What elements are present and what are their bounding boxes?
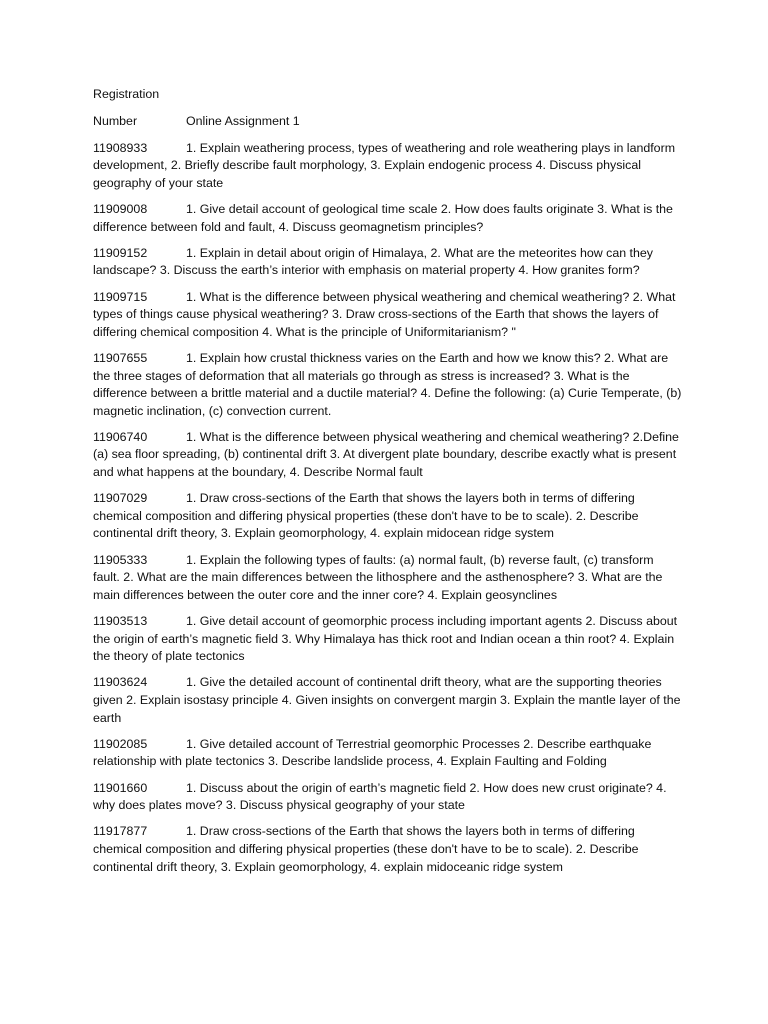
list-item (93, 552, 683, 605)
assignment-text: 1. Draw cross-sections of the Earth that shows the layers both in terms of differing chemical composition and differing physical properties (these don't have to be to scale). 2. Describe continental drift theory, 3. Explain geomorphology, 4. explain midocean ridge system (93, 491, 639, 541)
registration-number: 11909152 (93, 245, 148, 260)
list-item (93, 780, 683, 815)
assignment-text: 1. Explain how crustal thickness varies on the Earth and how we know this? 2. What are the three stages of deformation that all materials go through as stress is increased? 3. What is the difference between a brittle material and a ductile material? 4. Define the following: (a) Curie Temperate, (b) magnetic inclination, (c) convection current. (93, 350, 682, 418)
list-item (93, 490, 683, 543)
assignment-text: 1. Draw cross-sections of the Earth that shows the layers both in terms of differing chemical composition and differing physical properties (these don't have to be to scale). 2. Describe continental drift theory, 3. Explain geomorphology, 4. explain midoceanic ridge system (93, 824, 639, 874)
assignment-text: 1. What is the difference between physical weathering and chemical weathering? 2.Define (a) sea floor spreading, (b) continental drift 3. At divergent plate boundary, describe exactly what is present and what happens at the boundary, 4. Describe Normal fault (93, 429, 679, 480)
assignment-title: Online Assignment 1 (186, 113, 300, 128)
list-item (93, 245, 683, 280)
registration-number: 11905333 (93, 552, 148, 567)
registration-number: 11902085 (93, 736, 148, 751)
header-row (93, 113, 683, 131)
registration-number: 11901660 (93, 780, 148, 795)
registration-number: 11903513 (93, 614, 148, 628)
registration-heading: Registration (93, 87, 160, 101)
list-item (93, 429, 683, 482)
assignment-text: 1. Give detailed account of Terrestrial geomorphic Processes 2. Describe earthquake relationship with plate tectonics 3. Describe landslide process, 4. Explain Faulting and Folding (93, 736, 652, 769)
list-item (93, 613, 683, 666)
assignment-text: 1. Discuss about the origin of earth’s magnetic field 2. How does new crust originate? 4. why does plates move? 3. Discuss physical geography of your state (93, 780, 667, 813)
number-heading: Number (93, 113, 138, 128)
assignment-text: 1. Give detail account of geological time scale 2. How does faults originate 3. What is the difference between fold and fault, 4. Discuss geomagnetism principles? (93, 201, 673, 234)
assignment-text: 1. Explain the following types of faults: (a) normal fault, (b) reverse fault, (c) transform fault. 2. What are the main differences between the lithosphere and the asthenosphere? 3. What are the main differences between the outer core and the inner core? 4. Explain geosynclines (93, 552, 663, 602)
list-item (93, 201, 683, 236)
assignment-text: 1. What is the difference between physical weathering and chemical weathering? 2. What types of things cause physical weathering? 3. Draw cross-sections of the Earth that shows the layers of differing chemical composition 4. What is the principle of Uniformitarianism? " (93, 289, 676, 339)
assignment-text: 1. Give the detailed account of continental drift theory, what are the supporting theories given 2. Explain isostasy principle 4. Given insights on convergent margin 3. Explain the mantle layer of the earth (93, 675, 681, 725)
list-item (93, 736, 683, 771)
registration-number: 11903624 (93, 675, 148, 690)
registration-number: 11907655 (93, 350, 148, 365)
document-page (93, 86, 683, 885)
registration-number: 11917877 (93, 824, 148, 839)
registration-number: 11909008 (93, 201, 148, 216)
registration-number: 11907029 (93, 491, 148, 506)
registration-number: 11906740 (93, 429, 148, 444)
assignment-text: 1. Give detail account of geomorphic process including important agents 2. Discuss about the origin of earth’s magnetic field 3. Why Himalaya has thick root and Indian ocean a thin root? 4. Explain the theory of plate tectonics (93, 614, 678, 664)
list-item (93, 140, 683, 193)
list-item (93, 823, 683, 876)
registration-number: 11909715 (93, 289, 148, 304)
assignment-text: 1. Explain in detail about origin of Himalaya, 2. What are the meteorites how can they landscape? 3. Discuss the earth’s interior with emphasis on material property 4. How granites form? (93, 245, 653, 278)
list-item (93, 350, 683, 420)
list-item (93, 674, 683, 727)
registration-number: 11908933 (93, 140, 148, 155)
assignment-text: 1. Explain weathering process, types of weathering and role weathering plays in landform development, 2. Briefly describe fault morphology, 3. Explain endogenic process 4. Discuss physical geography of your state (93, 140, 676, 190)
list-item (93, 289, 683, 342)
